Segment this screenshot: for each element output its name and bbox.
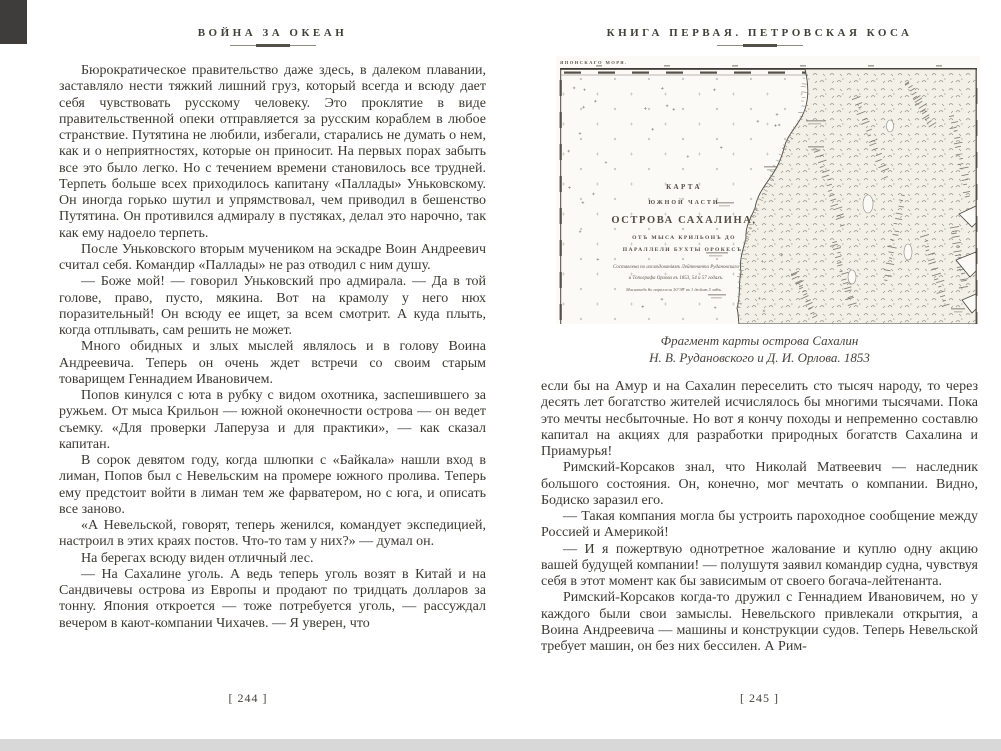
caption-line-2: Н. В. Рудановского и Д. И. Орлова. 1853 bbox=[649, 349, 870, 365]
map-corner-label: ЯПОНСКАГО МОРЯ. bbox=[560, 60, 628, 65]
paragraph: если бы на Амур и на Сахалин переселить сто тысяч народу, то через десять лет богатство жителей исчислялось бы многими тысячами. Пока это мечты несбыточные. Но вот я кончу походы и непременно составлю капитал на акциях для разработки природных богатств Сахалина и Приамурья! bbox=[541, 379, 978, 459]
left-page bbox=[59, 0, 486, 632]
left-text-block bbox=[59, 63, 486, 632]
right-page bbox=[541, 0, 978, 655]
right-text-block bbox=[541, 379, 978, 655]
cartouche-line-1: КАРТА bbox=[666, 183, 702, 191]
scan-artifact-corner bbox=[0, 0, 27, 44]
cartouche-note-2: и Топографа Орлова въ 1853, 54 и 57 годахъ. bbox=[628, 276, 724, 281]
right-head-rule bbox=[717, 45, 803, 46]
cartouche-line-3: ОСТРОВА САХАЛИНА, bbox=[611, 215, 757, 226]
paragraph: В сорок девятом году, когда шлюпки с «Байкала» нашли вход в лиман, Попов был с Невельским на промере южного пролива. Теперь ему предстоит войти в лиман тем же фарватером, но с юга, и описать все заново. bbox=[59, 453, 486, 517]
scan-artifact-bottom-strip bbox=[0, 739, 1001, 751]
cartouche-note-3: Масштабъ по параллели 50°30′ въ 1 дюймѣ 5 миль. bbox=[626, 287, 722, 292]
paragraph: — Такая компания могла бы устроить пароходное сообщение между Россией и Америкой! bbox=[541, 509, 978, 541]
caption-line-1: Фрагмент карты острова Сахалин bbox=[660, 333, 859, 348]
paragraph: Римский-Корсаков знал, что Николай Матвеевич — наследник большого состояния. Он, конечно, мог мечтать о компании. Видно, Бодиско заразил его. bbox=[541, 460, 978, 508]
right-running-head: КНИГА ПЕРВАЯ. ПЕТРОВСКАЯ КОСА bbox=[606, 27, 913, 39]
cartouche-note-1: Составлена по изслѣдованіямъ Лейтенанта Рудановскаго bbox=[612, 265, 740, 270]
cartouche-line-5: ПАРАЛЛЕЛИ БУХТЫ ОРОКЕСЪ. bbox=[622, 247, 746, 253]
paragraph: Бюрократическое правительство даже здесь, в далеком плавании, заставляло нести тяжкий лишний груз, который всегда и всюду дает себя чувствовать русскому человеку. Это проклятие в виде правительственной опеки отправляется за русским кораблем в любое странствие. Путятина не любили, избегали, старались не думать о нем, как и о неприятностях, которые он приносит. На первых порах забыть все это было легко. Но с течением времени становилось все трудней. Терпеть больше всех приходилось капитану «Паллады» Уньковскому. Он иногда горько шутил и упрямствовал, чем приводил в бешенство Путятина. Он противился адмиралу в пустяках, делал это нарочно, так как ему надоело терпеть. bbox=[59, 63, 486, 241]
right-page-number: [ 245 ] bbox=[740, 691, 779, 705]
left-page-number: [ 244 ] bbox=[228, 691, 268, 705]
paragraph: «А Невельской, говорят, теперь женился, командует экспедицией, настроил в этих краях постов. Что-то там у них?» — думал он. bbox=[59, 518, 486, 550]
paragraph: — На Сахалине уголь. А ведь теперь уголь возят в Китай и на Сандвичевы острова из Европы и продают по тридцать долларов за тонну. Япония откроется — тоже потребуется уголь, — рассуждал вечером в кают-компании Чихачев. — Я уверен, что bbox=[59, 566, 486, 631]
cartouche-line-2: ЮЖНОЙ ЧАСТИ bbox=[648, 200, 720, 206]
sakhalin-map-figure bbox=[556, 56, 980, 324]
paragraph: На берегах всюду виден отличный лес. bbox=[81, 550, 314, 566]
paragraph: Попов кинулся с юта в рубку с видом охотника, заспешившего за ружьем. От мыса Крильон — южной оконечности острова — он ведет съемку. «Для проверки Лаперуза и для практики», — как сказал капитан. bbox=[59, 388, 486, 452]
paragraph: После Уньковского вторым мучеником на эскадре Воин Андреевич считал себя. Командир «Паллады» не раз отводил с ним душу. bbox=[59, 241, 486, 273]
left-running-head: ВОЙНА ЗА ОКЕАН bbox=[197, 27, 348, 39]
sakhalin-map bbox=[556, 56, 980, 324]
paragraph: — И я пожертвую однотретное жалование и куплю одну акцию вашей будущей компании! — полушутя заявил командир судна, чувствуя себя в этот момент как бы зависимым от своего богача-лейтенанта. bbox=[541, 541, 978, 589]
figure-caption bbox=[541, 333, 978, 366]
cartouche-line-4: ОТЪ МЫСА КРИЛЬОНЪ ДО bbox=[632, 235, 736, 241]
paragraph: Римский-Корсаков когда-то дружил с Геннадием Ивановичем, но у каждого были свои замыслы. Невельского привлекали открытия, а Воина Андреевича — машины и конструкции судов. Теперь Невельской требует машин, он без них бессилен. А Рим- bbox=[541, 590, 978, 654]
left-head-rule bbox=[230, 45, 316, 46]
paragraph: — Боже мой! — говорил Уньковский про адмирала. — Да в той голове, право, пусто, мякина. Вот на крамолу у него нюх поразительный! Он всюду ее ищет, за всем смотрит. А куда плыть, когда отплывать, сам решить не может. bbox=[59, 274, 486, 338]
paragraph: Много обидных и злых мыслей являлось и в голову Воина Андреевича. Теперь он очень ждет встречи со своим старым товарищем Геннадием Ивановичем. bbox=[59, 339, 486, 387]
